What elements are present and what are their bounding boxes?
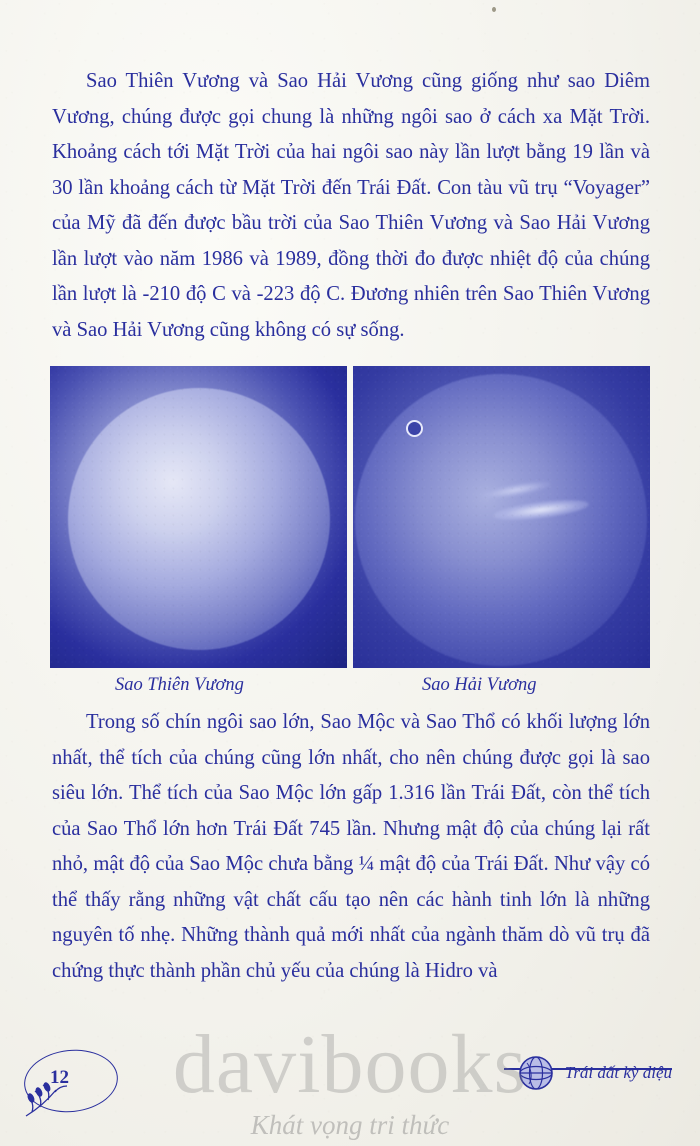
watermark-main: davibooks	[172, 1018, 528, 1111]
neptune-moon-icon	[406, 420, 423, 437]
page-number-ornament	[18, 1044, 128, 1124]
paragraph-text: Trong số chín ngôi sao lớn, Sao Mộc và Sao Thổ có khối lượng lớn nhất, thể tích của chúng cũng lớn nhất, cho nên chúng được gọi là sao siêu lớn. Thể tích của Sao Mộc lớn gấp 1.316 lần Trái Đất, còn thể tích của Sao Thổ lớn hơn Trái Đất 745 lần. Nhưng mật độ của chúng lại rất nhỏ, mật độ của Sao Mộc chưa bằng ¼ mật độ của Trái Đất. Như vậy có thể thấy rằng những vật chất cấu tạo nên các hành tinh lớn là những nguyên tố nhẹ. Những thành quả mới nhất của ngành thăm dò vũ trụ đã chứng thực thành phần chủ yếu của chúng là Hidro và	[52, 711, 650, 982]
neptune-photo	[353, 366, 650, 668]
ink-speck	[492, 7, 496, 12]
leaf-sprig-icon	[22, 1080, 76, 1120]
neptune-planet-disc	[355, 374, 647, 666]
uranus-planet-disc	[68, 388, 330, 650]
footer-book-title-block	[515, 1052, 672, 1094]
page-number: 12	[50, 1067, 69, 1088]
watermark-sub: Khát vọng tri thức	[250, 1110, 450, 1140]
caption-neptune: Sao Hải Vương	[422, 675, 537, 695]
paragraph-text: Sao Thiên Vương và Sao Hải Vương cũng giống như sao Diêm Vương, chúng được gọi chung là những ngôi sao ở cách xa Mặt Trời. Khoảng cách tới Mặt Trời của hai ngôi sao này lần lượt bằng 19 lần và 30 lần khoảng cách từ Mặt Trời đến Trái Đất. Con tàu vũ trụ “Voyager” của Mỹ đã đến được bầu trời của Sao Thiên Vương và Sao Hải Vương lần lượt vào năm 1986 và 1989, đồng thời đo được nhiệt độ của chúng lần lượt là -210 độ C và -223 độ C. Đương nhiên trên Sao Thiên Vương và Sao Hải Vương cũng không có sự sống.	[52, 70, 650, 341]
caption-uranus: Sao Thiên Vương	[115, 675, 244, 695]
figure-row	[50, 366, 650, 668]
globe-icon	[515, 1052, 557, 1094]
body-paragraph-bottom	[52, 705, 650, 989]
figure-captions	[50, 675, 650, 703]
footer-book-title: Trái đất kỳ diệu	[564, 1063, 672, 1082]
body-paragraph-top	[52, 64, 650, 348]
uranus-photo	[50, 366, 347, 668]
